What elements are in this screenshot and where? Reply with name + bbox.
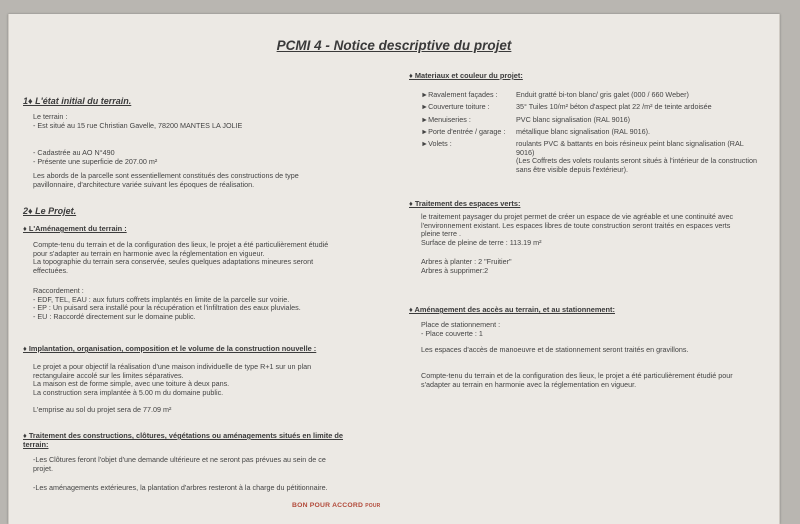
subheading-materials: ♦ Materiaux et couleur du projet: xyxy=(409,71,523,80)
subheading-green-spaces: ♦ Traitement des espaces verts: xyxy=(409,199,521,208)
access-surface-text: Les espaces d'accès de manoeuvre et de stationnement seront traités en gravillons. xyxy=(421,345,689,354)
section-heading-project: 2♦ Le Projet. xyxy=(23,206,77,216)
green-spaces-text: le traitement paysager du projet permet de créer un espace de vie agréable et une continuité avec l'environnement existant. Les espaces libres de toute construction seront traités en espaces verts pleine terre . Surface de pleine de terre : 113.19 m² xyxy=(421,212,734,247)
material-value: métallique blanc signalisation (RAL 9016). xyxy=(516,127,650,136)
trees-text: Arbres à planter : 2 "Fruitier" Arbres à supprimer:2 xyxy=(421,257,512,275)
stamp-small-text: POUR xyxy=(365,503,381,509)
material-label: ►Couverture toiture : xyxy=(421,102,490,111)
material-row xyxy=(421,90,689,100)
material-value: 35° Tuiles 10/m² béton d'aspect plat 22 /m² de teinte ardoisée xyxy=(516,102,712,111)
exterior-works-text: -Les aménagements extérieures, la plantation d'arbres resteront à la charge du pétitionnaire. xyxy=(33,483,328,492)
material-value: PVC blanc signalisation (RAL 9016) xyxy=(516,115,630,124)
cadastre-text: - Cadastrée au AO N°490 - Présente une superficie de 207.00 m² xyxy=(33,148,158,166)
footprint-text: L'emprise au sol du projet sera de 77.09 m² xyxy=(33,405,172,414)
material-row xyxy=(421,115,630,125)
connections-text: Raccordement : - EDF, TEL, EAU : aux futurs coffrets implantés en limite de la parcelle sur voirie. - EP : Un puisard sera installé pour la récupération et l'infiltration des eaux pluviales. - EU : Raccordé directement sur le domaine public. xyxy=(33,286,301,321)
approval-stamp xyxy=(292,502,380,509)
page-title: PCMI 4 - Notice descriptive du projet xyxy=(276,38,512,53)
subheading-terrain-development: ♦ L'Aménagement du terrain : xyxy=(23,224,127,233)
terrain-development-text: Compte-tenu du terrain et de la configuration des lieux, le projet a été particulièrement étudié pour s'adapter au terrain en harmonie avec la réglementation en vigueur. La topographie du terrain sera conservée, seules quelques adaptations mineures seront effectuées. xyxy=(33,240,329,275)
subheading-access-parking: ♦ Aménagement des accès au terrain, et au stationnement: xyxy=(409,305,615,314)
material-value: Enduit gratté bi-ton blanc/ gris galet (000 / 660 Weber) xyxy=(516,90,689,99)
material-label: ►Ravalement façades : xyxy=(421,90,498,99)
subheading-boundary-treatment: ♦ Traitement des constructions, clôtures, végétations ou aménagements situés en limite de terrain: xyxy=(23,431,344,449)
material-value: roulants PVC & battants en bois résineux peint blanc signalisation (RAL 9016) (Les Coffrets des volets roulants seront situés à l'intérieur de la construction sans être visible depuis l'extérieur). xyxy=(516,139,757,174)
material-row xyxy=(421,139,757,174)
material-row xyxy=(421,102,712,112)
material-label: ►Menuiseries : xyxy=(421,115,471,124)
fences-text: -Les Clôtures feront l'objet d'une demande ultérieure et ne seront pas prévues au sein de ce projet. xyxy=(33,455,326,473)
material-label: ►Volets : xyxy=(421,139,452,148)
document-sheet xyxy=(8,14,780,524)
stamp-main-text: BON POUR ACCORD xyxy=(292,502,364,509)
surroundings-text: Les abords de la parcelle sont essentiellement constitués des constructions de type pavillonnaire, d'architecture variée suivant les époques de réalisation. xyxy=(33,171,299,189)
material-label: ►Porte d'entrée / garage : xyxy=(421,127,506,136)
access-adaptation-text: Compte-tenu du terrain et de la configuration des lieux, le projet a été particulièrement étudié pour s'adapter au terrain en harmonie avec la réglementation en vigueur. xyxy=(421,371,733,389)
terrain-address-text: Le terrain : - Est situé au 15 rue Christian Gavelle, 78200 MANTES LA JOLIE xyxy=(33,112,243,130)
material-row xyxy=(421,127,650,137)
parking-text: Place de stationnement : - Place couverte : 1 xyxy=(421,320,501,338)
implantation-text: Le projet a pour objectif la réalisation d'une maison individuelle de type R+1 sur un plan rectangulaire accolé sur les limites séparatives. La maison est de forme simple, avec une toiture à deux pans. La construction sera implantée à 5.00 m du domaine public. xyxy=(33,362,312,397)
subheading-implantation: ♦ Implantation, organisation, composition et le volume de la construction nouvelle : xyxy=(23,344,317,353)
section-heading-existing-state: 1♦ L'état initial du terrain. xyxy=(23,96,132,106)
